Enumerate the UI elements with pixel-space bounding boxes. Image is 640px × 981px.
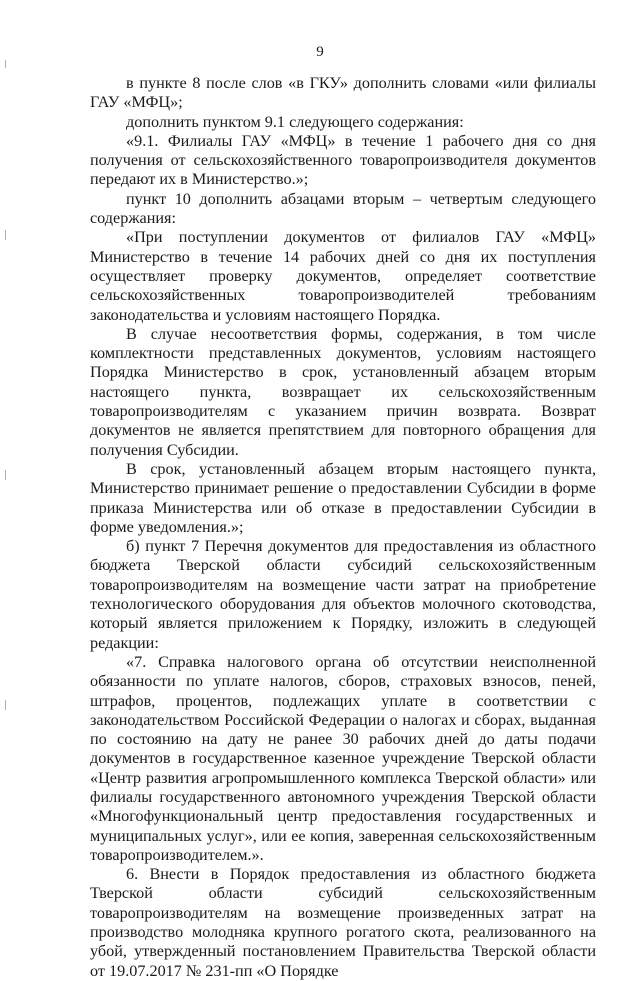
paragraph: В срок, установленный абзацем вторым настоящего пункта, Министерство принимает решение о предоставлении Субсидии в форме приказа Министерства или об отказе в предоставлении Субсидии в форме уведомления.»; <box>90 459 596 536</box>
paragraph: В случае несоответствия формы, содержания, в том числе комплектности представленных документов, условиям настоящего Порядка Министерство в срок, установленный абзацем вторым настоящего пункта, возвращает их сельскохозяйственным товаропроизводителям с указанием причин возврата. Возврат документов не является препятствием для повторного обращения для получения Субсидии. <box>90 324 596 459</box>
scan-margin-mark <box>5 60 6 68</box>
paragraph: «9.1. Филиалы ГАУ «МФЦ» в течение 1 рабочего дня со дня получения от сельскохозяйственного товаропроизводителя документов передают их в Министерство.»; <box>90 131 596 189</box>
paragraph: дополнить пунктом 9.1 следующего содержания: <box>126 112 464 131</box>
scan-margin-mark <box>5 470 6 480</box>
paragraph: б) пункт 7 Перечня документов для предоставления из областного бюджета Тверской области субсидий сельскохозяйственным товаропроизводителям на возмещение части затрат на приобретение технологического оборудования для объектов молочного скотоводства, который является приложением к Порядку, изложить в следующей редакции: <box>90 537 596 652</box>
scan-margin-mark <box>5 230 6 240</box>
document-body <box>90 74 596 981</box>
paragraph: «При поступлении документов от филиалов ГАУ «МФЦ» Министерство в течение 14 рабочих дней со дня их поступления осуществляет проверку документов, определяет соответствие сельскохозяйственных товаропроизводителей требованиям законодательства и условиям настоящего Порядка. <box>90 228 596 324</box>
paragraph: «7. Справка налогового органа об отсутствии неисполненной обязанности по уплате налогов, сборов, страховых взносов, пеней, штрафов, процентов, подлежащих уплате в соответствии с законодательством Российской Федерации о налогах и сборах, выданная по состоянию на дату не ранее 30 рабочих дней до даты подачи документов в государственное казенное учреждение Тверской области «Центр развития агропромышленного комплекса Тверской области» или филиалы государственного автономного учреждения Тверской области «Многофункциональный центр предоставления государственных и муниципальных услуг», или ее копия, заверенная сельскохозяйственным товаропроизводителем.». <box>90 652 596 864</box>
page-number: 9 <box>316 44 324 60</box>
scan-margin-mark <box>5 700 6 710</box>
paragraph: в пункте 8 после слов «в ГКУ» дополнить словами «или филиалы ГАУ «МФЦ»; <box>90 74 596 112</box>
paragraph: пункт 10 дополнить абзацами вторым – четвертым следующего содержания: <box>90 189 596 228</box>
paragraph: 6. Внести в Порядок предоставления из областного бюджета Тверской области субсидий сельскохозяйственным товаропроизводителям на возмещение произведенных затрат на производство молодняка крупного рогатого скота, реализованного на убой, утвержденный постановлением Правительства Тверской области от 19.07.2017 № 231-пп «О Порядке <box>90 865 596 980</box>
